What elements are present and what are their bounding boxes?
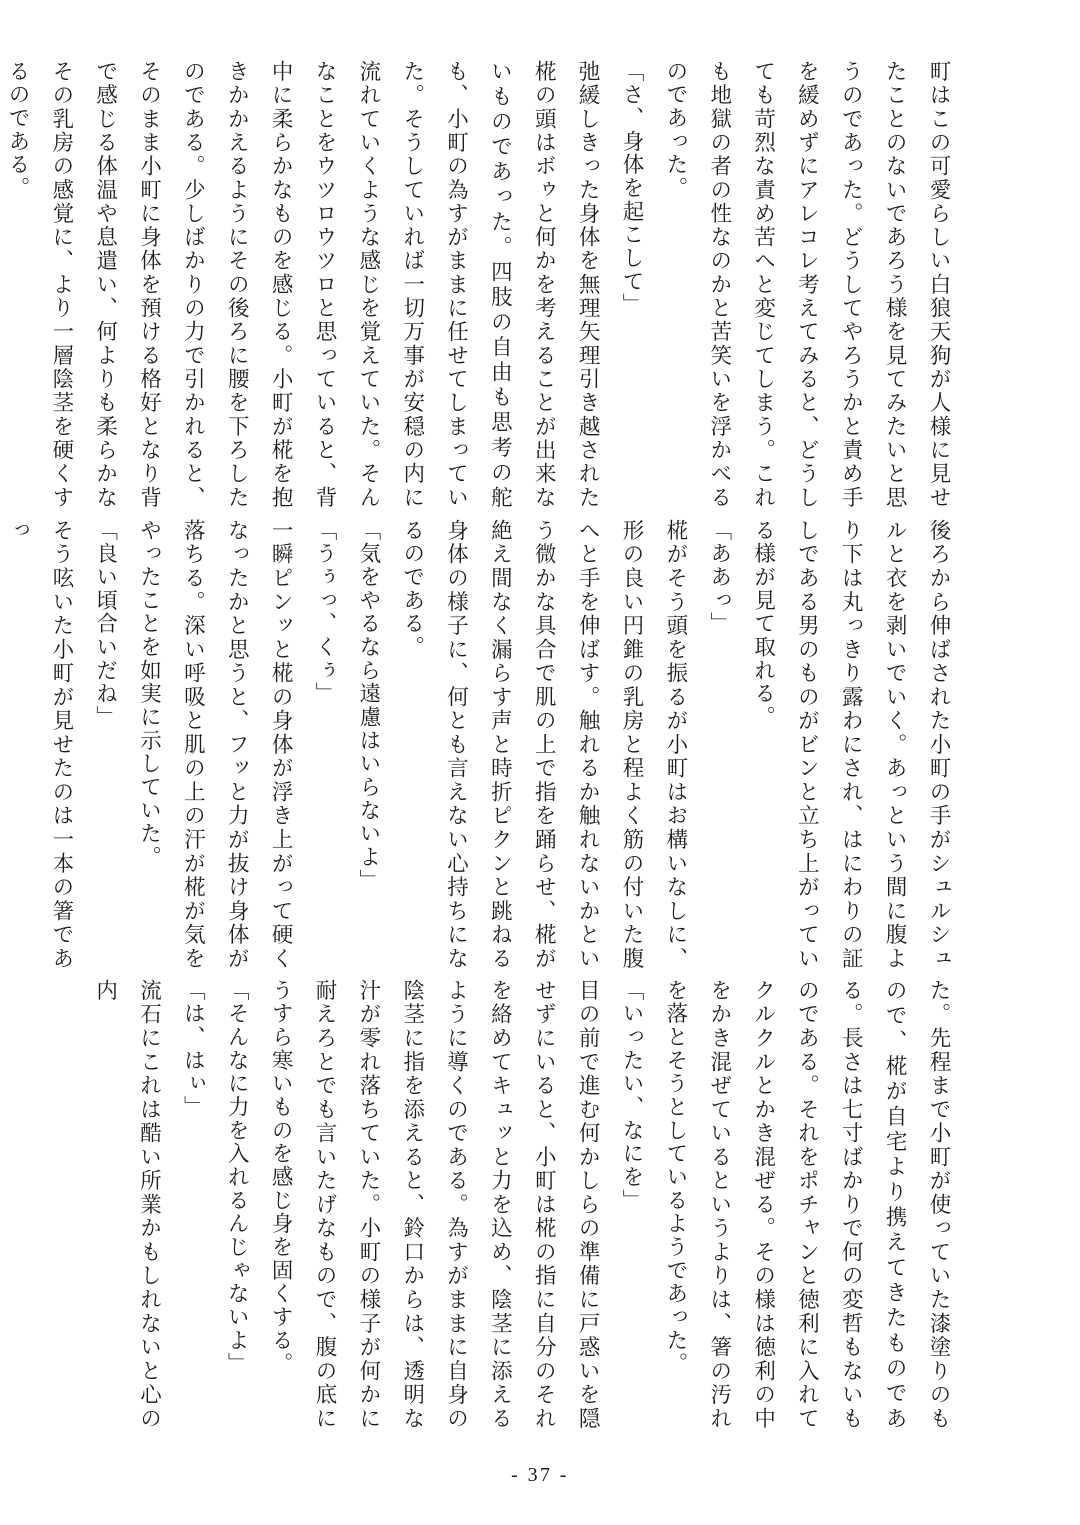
text-block-1	[5, 60, 960, 510]
paragraph-dialogue: 「気をやるなら遠慮はいらないよ」	[356, 519, 381, 893]
paragraph-dialogue: 「うぅっ、くぅ」	[312, 519, 337, 706]
paragraph: た。先程まで小町が使っていた漆塗りのもので、椛が自宅より携えてきたものである。長さは七寸ばかりで何の変哲もないものである。それをポチャンと徳利に入れてクルクルとかき混ぜる。その様は徳利の中をかき混ぜているというよりは、箸の汚れを落とそうとしているようであった。	[663, 978, 951, 1430]
paragraph: 弛緩しきった身体を無理矢理引き越された椛の頭はボゥと何かを考えることが出来ないものであった。四肢の自由も思考の舵も、小町の為すがままに任せてしまっていた。そうしていれば一切万事が安穏の内に流れていくような感じを覚えていた。そんなことをウツロウツロと思っていると、背中に柔らかなものを感じる。小町が椛を抱きかかえるようにその後ろに腰を下ろしたのである。少しばかりの力で引かれると、そのまま小町に身体を預ける格好となり背で感じる体温や息遣い、何よりも柔らかなその乳房の感覚に、より一層陰茎を硬くするのである。	[5, 60, 601, 510]
paragraph: 流石にこれは酷い所業かもしれないと心の内	[93, 978, 162, 1430]
paragraph: 目の前で進む何かしらの準備に戸惑いを隠せずにいると、小町は椛の指に自分のそれを絡めてキュッと力を込め、陰茎に添えるように導くのである。為すがままに自身の陰茎に指を添えると、鈴口からは、透明な汁が零れ落ちていた。小町の様子が何かに耐えろとでも言いたげなもので、腹の底にうすら寒いものを感じ身を固くする。	[269, 978, 601, 1430]
paragraph-dialogue: 「ああっ」	[707, 519, 732, 636]
paragraph: そう呟いた小町が見せたのは一本の箸であっ	[5, 519, 74, 971]
page-number: - 37 -	[511, 1464, 569, 1486]
paragraph: 町はこの可愛らしい白狼天狗が人様に見せたことのないであろう様を見てみたいと思うのであった。どうしてやろうかと責め手を緩めずにアレコレ考えてみると、どうしても苛烈な責め苦へと変じてしまう。これも地獄の者の性なのかと苦笑いを浮かべるのであった。	[663, 60, 951, 510]
paragraph: 後ろから伸ばされた小町の手がシュルシュルと衣を剥いでいく。あっという間に腹より下は丸っきり露わにされ、はにわりの証しである男のものがビンと立ち上がっている様が見て取れる。	[751, 519, 951, 971]
paragraph: 一瞬ピンッと椛の身体が浮き上がって硬くなったかと思うと、フッと力が抜け身体が落ちる。深い呼吸と肌の上の汗が椛が気をやったことを如実に示していた。	[137, 519, 294, 971]
text-block-2	[5, 519, 960, 971]
page-text-body	[5, 60, 960, 1430]
paragraph: 椛がそう頭を振るが小町はお構いなしに、形の良い円錐の乳房と程よく筋の付いた腹へと手を伸ばす。触れるか触れないかという微かな具合で肌の上で指を踊らせ、椛が絶え間なく漏らす声と時折ピクンと跳ねる身体の様子に、何とも言えない心持ちになるのである。	[400, 519, 688, 971]
paragraph-dialogue: 「良い頃合いだね」	[93, 519, 118, 730]
paragraph-dialogue: 「さ、身体を起こして」	[619, 60, 644, 317]
paragraph-dialogue: 「そんなに力を入れるんじゃないよ」	[225, 978, 250, 1376]
text-block-3	[93, 978, 960, 1430]
paragraph-dialogue: 「いったい、なにを」	[619, 978, 644, 1212]
paragraph-dialogue: 「は、はぃ」	[181, 978, 206, 1119]
